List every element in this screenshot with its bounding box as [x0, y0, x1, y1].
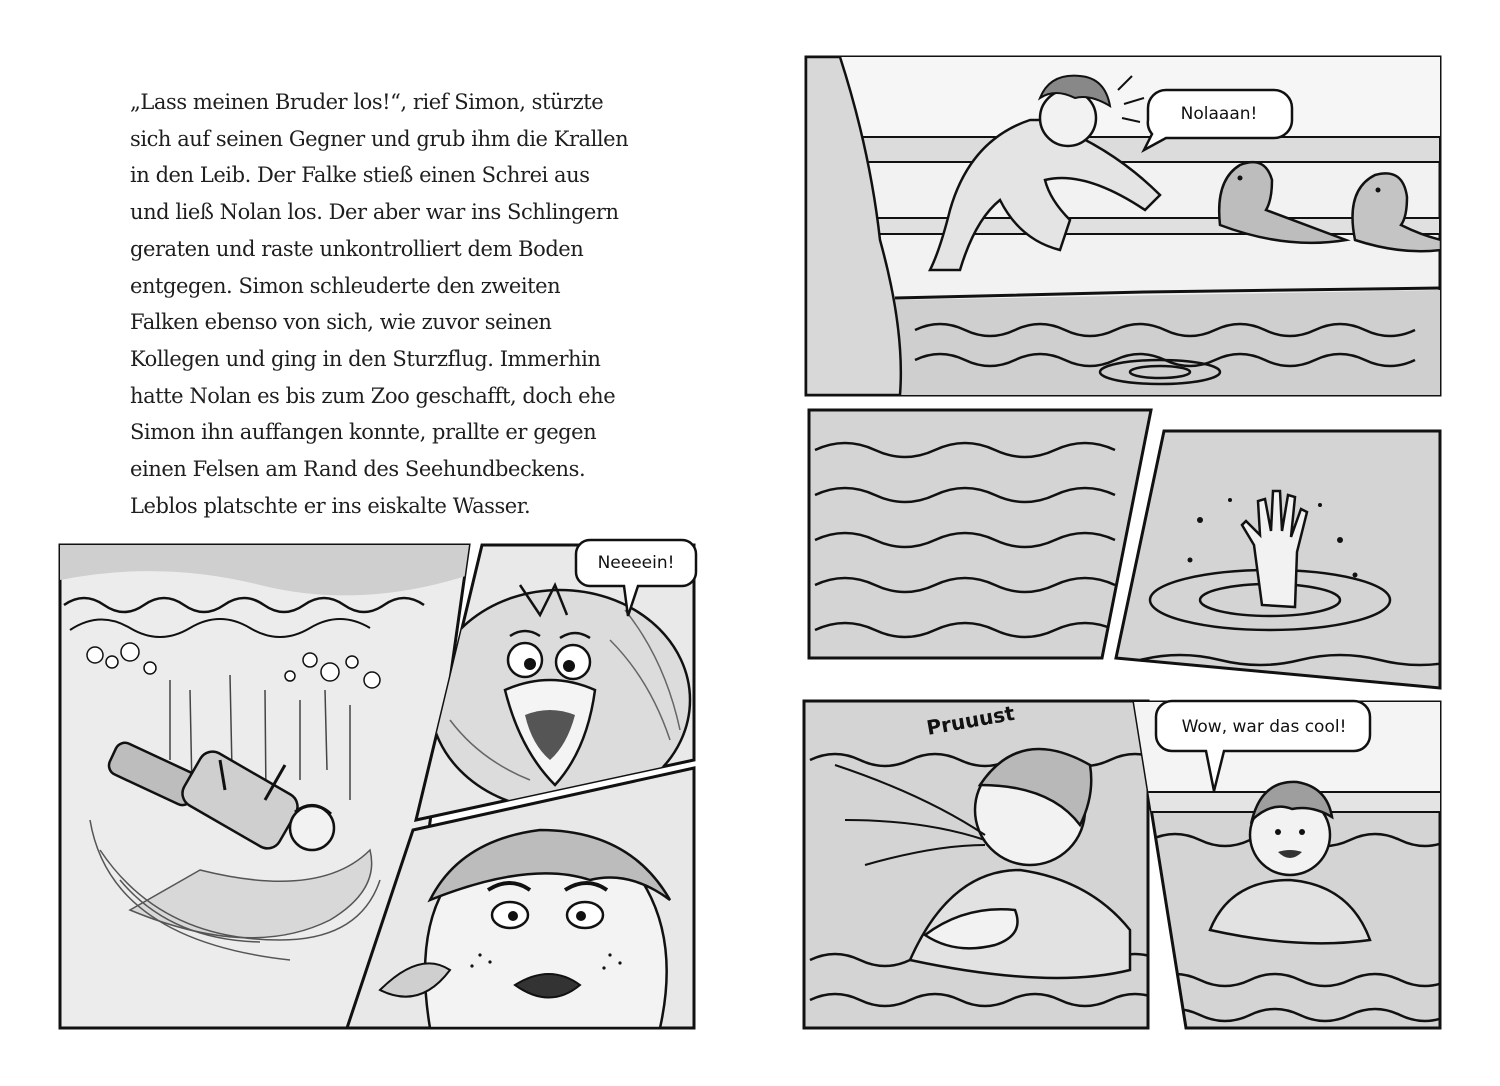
- sfx-pruuust: Pruuust: [924, 700, 1017, 740]
- panel-hand-rising: [1116, 431, 1460, 688]
- story-line: Falken ebenso von sich, wie zuvor seinen: [130, 310, 552, 335]
- story-line: Leblos platschte er ins eiskalte Wasser.: [130, 493, 531, 518]
- panel-water-surface: [809, 410, 1151, 658]
- pool-water: [890, 290, 1440, 395]
- panel-nolan-spitting: [804, 701, 1160, 1028]
- story-line: sich auf seinen Gegner und grub ihm die Krallen: [130, 126, 629, 151]
- story-line: Kollegen und ging in den Sturzflug. Immerhin: [130, 346, 601, 371]
- pool-back-wall: [806, 57, 1440, 137]
- story-line: hatte Nolan es bis zum Zoo geschafft, doch ehe: [130, 383, 616, 408]
- balloon-nolaaan-text: Nolaaan!: [1180, 104, 1258, 124]
- story-line: geraten und raste unkontrolliert dem Boden: [130, 236, 584, 261]
- story-line: in den Leib. Der Falke stieß einen Schrei aus: [130, 163, 590, 188]
- story-line: Simon ihn auffangen konnte, prallte er gegen: [130, 420, 597, 445]
- balloon-neeeein-text: Neeeein!: [597, 553, 675, 573]
- balloon-wow-text: Wow, war das cool!: [1181, 717, 1347, 737]
- panel-seal-pool: [806, 57, 1441, 395]
- story-line: einen Felsen am Rand des Seehundbeckens.: [130, 457, 586, 482]
- story-line: „Lass meinen Bruder los!“, rief Simon, stürzte: [130, 90, 604, 114]
- simon-face: [425, 830, 670, 1028]
- story-line: entgegen. Simon schleuderte den zweiten: [130, 273, 561, 298]
- story-line: und ließ Nolan los. Der aber war ins Schlingern: [130, 200, 619, 225]
- panel-nolan-swimming: [1130, 701, 1450, 1028]
